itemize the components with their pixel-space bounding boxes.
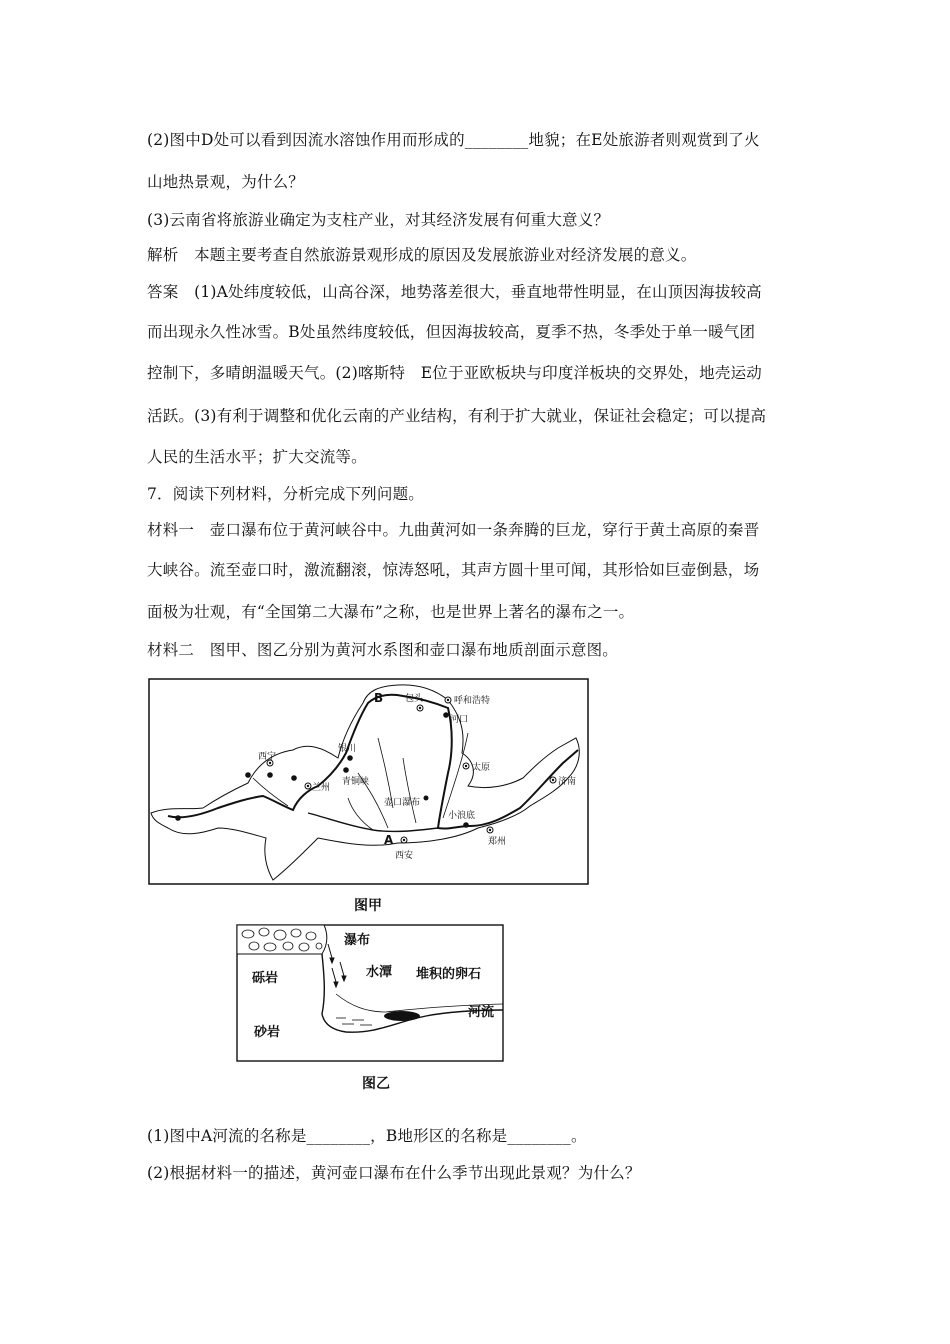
section-caption: 图乙 [362,1076,390,1092]
material-one-line: 材料一 壶口瀑布位于黄河峡谷中。九曲黄河如一条奔腾的巨龙，穿行于黄土高原的秦晋 [147,521,760,539]
city-huhehaote: 呼和浩特 [454,696,491,706]
answer-line: 而出现永久性冰雪。B处虽然纬度较低，但因海拔较高，夏季不热，冬季处于单一暖气团 [147,323,756,341]
map-caption: 图甲 [354,898,382,914]
material-one-line: 面极为壮观，有“全国第二大瀑布”之称，也是世界上著名的瀑布之一。 [147,603,635,621]
answer-line: 控制下，多晴朗温暖天气。(2)喀斯特 E位于亚欧板块与印度洋板块的交界处，地壳运动 [147,364,762,382]
pebble-pile [384,1011,420,1021]
label-sandstone: 砂岩 [254,1025,281,1040]
answer-line: 活跃。(3)有利于调整和优化云南的产业结构，有利于扩大就业，保证社会稳定；可以提高 [147,407,767,425]
city-taiyuan: 太原 [472,763,491,773]
waterfall-section [236,924,506,1064]
question-2: (2)根据材料一的描述，黄河壶口瀑布在什么季节出现此景观？为什么？ [147,1164,641,1182]
answer-line: 答案 (1)A处纬度较低，山高谷深，地势落差很大，垂直地带性明显，在山顶因海拔较高 [147,283,762,301]
city-xian: 西安 [395,851,414,861]
text-line: 山地热景观，为什么？ [147,173,305,191]
label-river: 河流 [468,1005,495,1020]
map-letter-b: B [374,691,384,705]
map-letter-a: A [384,833,394,847]
city-zhengzhou: 郑州 [488,837,507,847]
label-pebbles: 堆积的卵石 [416,967,482,982]
city-xining: 西宁 [258,752,277,762]
text-line: (3)云南省将旅游业确定为支柱产业，对其经济发展有何重大意义？ [147,211,610,229]
city-baotou: 包头 [405,694,424,704]
label-waterfall: 瀑布 [344,933,371,948]
material-one-line: 大峡谷。流至壶口时，激流翻滚，惊涛怒吼，其声方圆十里可闻，其形恰如巨壶倒悬，场 [147,561,760,579]
text-line: (2)图中D处可以看到因流水溶蚀作用而形成的________地貌；在E处旅游者则观赏到了火 [147,131,760,149]
city-lanzhou: 兰州 [312,783,331,793]
city-qingtongxia: 青铜峡 [342,777,370,787]
material-two-line: 材料二 图甲、图乙分别为黄河水系图和壶口瀑布地质剖面示意图。 [147,641,619,659]
question-7-title: 7．阅读下列材料，分析完成下列问题。 [147,485,424,503]
city-xiaolangdi: 小浪底 [448,811,476,821]
yellow-river-map [148,678,590,886]
answer-line: 人民的生活水平；扩大交流等。 [147,448,367,466]
city-hukou-waterfall: 壶口瀑布 [384,798,421,808]
city-hekou: 河口 [450,715,469,725]
city-jinan: 济南 [558,777,577,787]
label-conglomerate: 砾岩 [252,971,279,986]
question-1: (1)图中A河流的名称是________，B地形区的名称是________。 [147,1127,587,1145]
city-yinchuan: 银川 [338,744,357,754]
label-pool: 水潭 [366,965,393,980]
analysis-line: 解析 本题主要考查自然旅游景观形成的原因及发展旅游业对经济发展的意义。 [147,246,697,264]
